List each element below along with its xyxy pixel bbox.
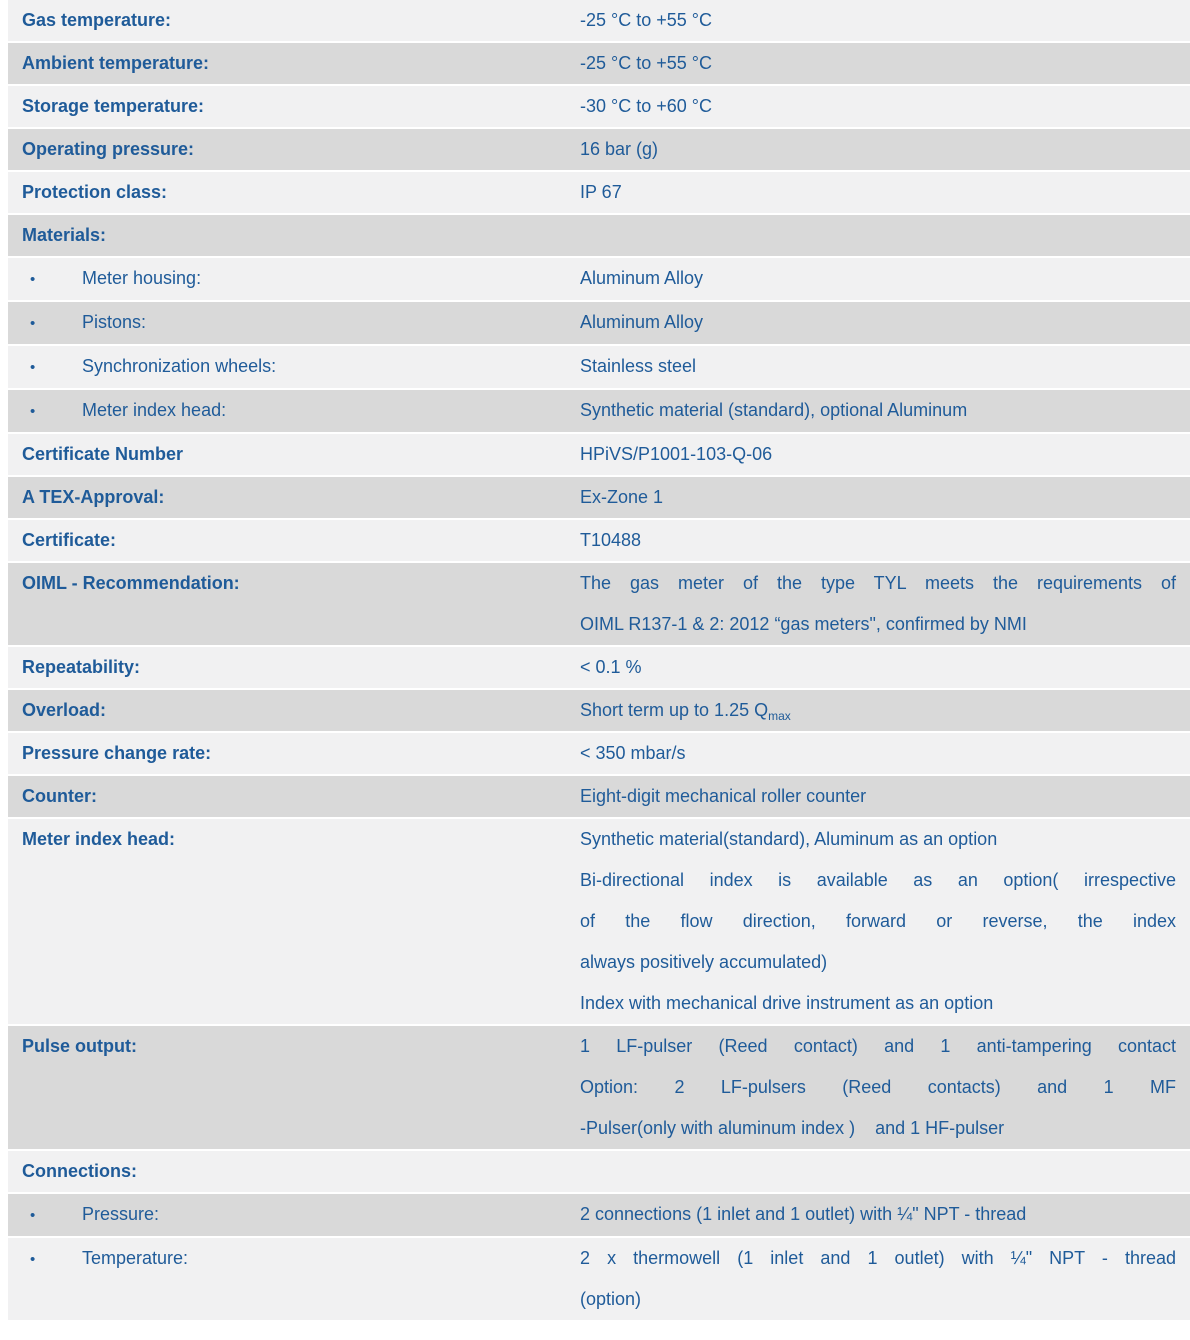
row-value-cell: [580, 690, 1190, 731]
row-value-line: 2 x thermowell (1 inlet and 1 outlet) with ¼" NPT - thread: [580, 1248, 1176, 1268]
row-value: < 350 mbar/s: [580, 743, 686, 763]
row-value: HPiVS/P1001-103-Q-06: [580, 444, 773, 464]
row-label-cell: [8, 346, 580, 388]
bullet-icon: •: [30, 1207, 36, 1224]
row-value-line: of the flow direction, forward or reverse, the index: [580, 911, 1176, 931]
row-label-cell: [8, 0, 580, 41]
row-value-cell: [580, 302, 1190, 343]
spec-row: [8, 1238, 1190, 1322]
row-value: -25 °C to +55 °C: [580, 10, 712, 30]
row-value: Ex-Zone 1: [580, 487, 664, 507]
value-text: Short term up to 1.25 Q: [580, 700, 769, 720]
row-value-cell: [580, 563, 1190, 645]
row-label: Synchronization wheels:: [82, 356, 277, 376]
row-value-line: 1 LF-pulser (Reed contact) and 1 anti-tampering contact: [580, 1036, 1176, 1056]
row-label: Storage temperature:: [22, 96, 205, 116]
spec-row: [8, 776, 1190, 819]
spec-row: [8, 1194, 1190, 1238]
row-value-cell: [580, 390, 1190, 431]
row-value: Synthetic material (standard), optional Aluminum: [580, 400, 968, 420]
row-value: Eight-digit mechanical roller counter: [580, 786, 867, 806]
row-value: [580, 690, 1176, 731]
spec-row: [8, 302, 1190, 346]
row-value-line: Bi-directional index is available as an option( irrespective: [580, 870, 1176, 890]
row-label: Temperature:: [82, 1248, 189, 1268]
row-label-cell: [8, 733, 580, 774]
row-value-line: (option): [580, 1289, 642, 1309]
row-value-cell: [580, 520, 1190, 561]
spec-row: [8, 690, 1190, 733]
spec-row: [8, 520, 1190, 563]
row-value-cell: [580, 0, 1190, 41]
row-label-cell: [8, 776, 580, 817]
row-value-line: Index with mechanical drive instrument as an option: [580, 993, 994, 1013]
spec-row: [8, 647, 1190, 690]
row-value-cell: [580, 172, 1190, 213]
spec-row: [8, 1026, 1190, 1151]
row-label: OIML - Recommendation:: [22, 573, 240, 593]
row-label-cell: [8, 302, 580, 344]
row-value-cell: [580, 1026, 1190, 1149]
row-value-cell: [580, 346, 1190, 387]
row-value-cell: [580, 1238, 1190, 1320]
spec-row: [8, 43, 1190, 86]
row-label: Certificate:: [22, 530, 117, 550]
spec-row: [8, 258, 1190, 302]
spec-row: [8, 1151, 1190, 1194]
row-value-cell: [580, 819, 1190, 1024]
row-value-cell: [580, 129, 1190, 170]
row-label-cell: [8, 520, 580, 561]
spec-row: [8, 563, 1190, 647]
row-label-cell: [8, 129, 580, 170]
row-value-cell: [580, 776, 1190, 817]
row-value: 2 connections (1 inlet and 1 outlet) with ¼" NPT - thread: [580, 1204, 1027, 1224]
row-label-cell: [8, 434, 580, 475]
bullet-icon: •: [30, 403, 36, 420]
spec-row: [8, 215, 1190, 258]
spec-row: [8, 0, 1190, 43]
row-value: -30 °C to +60 °C: [580, 96, 712, 116]
row-label: Meter index head:: [22, 829, 176, 849]
row-label-cell: [8, 1238, 580, 1280]
row-label: Counter:: [22, 786, 97, 806]
row-value: T10488: [580, 530, 642, 550]
row-label-cell: [8, 477, 580, 518]
row-value: Stainless steel: [580, 356, 697, 376]
spec-row: [8, 172, 1190, 215]
row-label: Meter index head:: [82, 400, 227, 420]
row-label: Meter housing:: [82, 268, 202, 288]
row-value: 16 bar (g): [580, 139, 659, 159]
row-value-line: always positively accumulated): [580, 952, 828, 972]
bullet-icon: •: [30, 315, 36, 332]
row-label: Connections:: [22, 1161, 137, 1181]
row-value: Aluminum Alloy: [580, 268, 704, 288]
row-value-cell: [580, 258, 1190, 299]
bullet-icon: •: [30, 1251, 36, 1268]
row-label: Overload:: [22, 700, 107, 720]
row-label: Operating pressure:: [22, 139, 195, 159]
row-label: Pistons:: [82, 312, 147, 332]
row-label-cell: [8, 43, 580, 84]
row-label: A TEX-Approval:: [22, 487, 165, 507]
row-label-cell: [8, 172, 580, 213]
row-label: Pressure change rate:: [22, 743, 212, 763]
spec-row: [8, 819, 1190, 1026]
row-label-cell: [8, 215, 580, 256]
row-label: Certificate Number: [22, 444, 184, 464]
spec-row: [8, 346, 1190, 390]
row-label-cell: [8, 690, 580, 731]
row-value-cell: [580, 733, 1190, 774]
row-label-cell: [8, 563, 580, 604]
spec-row: [8, 477, 1190, 520]
row-label: Gas temperature:: [22, 10, 172, 30]
bullet-icon: •: [30, 359, 36, 376]
row-value: Aluminum Alloy: [580, 312, 704, 332]
row-value-cell: [580, 647, 1190, 688]
row-value-line: OIML R137-1 & 2: 2012 “gas meters", confirmed by NMI: [580, 614, 1027, 634]
row-label: Repeatability:: [22, 657, 141, 677]
row-value: IP 67: [580, 182, 622, 202]
row-value-cell: [580, 86, 1190, 127]
row-value-line: Synthetic material(standard), Aluminum as an option: [580, 829, 998, 849]
row-label: Protection class:: [22, 182, 168, 202]
row-value-cell: [580, 434, 1190, 475]
spec-row: [8, 434, 1190, 477]
row-label: Ambient temperature:: [22, 53, 210, 73]
row-label-cell: [8, 390, 580, 432]
value-subscript: max: [768, 709, 791, 723]
spec-row: [8, 390, 1190, 434]
row-label-cell: [8, 86, 580, 127]
row-label-cell: [8, 1151, 580, 1192]
row-value: -25 °C to +55 °C: [580, 53, 712, 73]
row-value-line: -Pulser(only with aluminum index ) and 1 HF-pulser: [580, 1118, 1005, 1138]
bullet-icon: •: [30, 271, 36, 288]
row-label: Pressure:: [82, 1204, 160, 1224]
row-value-cell: [580, 477, 1190, 518]
row-label-cell: [8, 258, 580, 300]
row-label-cell: [8, 1026, 580, 1067]
row-value-line: Option: 2 LF-pulsers (Reed contacts) and 1 MF: [580, 1077, 1176, 1097]
spec-row: [8, 86, 1190, 129]
spec-row: [8, 129, 1190, 172]
row-label-cell: [8, 819, 580, 860]
spec-row: [8, 733, 1190, 776]
row-value-line: The gas meter of the type TYL meets the requirements of: [580, 573, 1176, 593]
row-value-cell: [580, 43, 1190, 84]
row-value-cell: [580, 1194, 1190, 1235]
row-label: Materials:: [22, 225, 107, 245]
row-label-cell: [8, 1194, 580, 1236]
row-label-cell: [8, 647, 580, 688]
row-value: < 0.1 %: [580, 657, 642, 677]
row-label: Pulse output:: [22, 1036, 137, 1056]
